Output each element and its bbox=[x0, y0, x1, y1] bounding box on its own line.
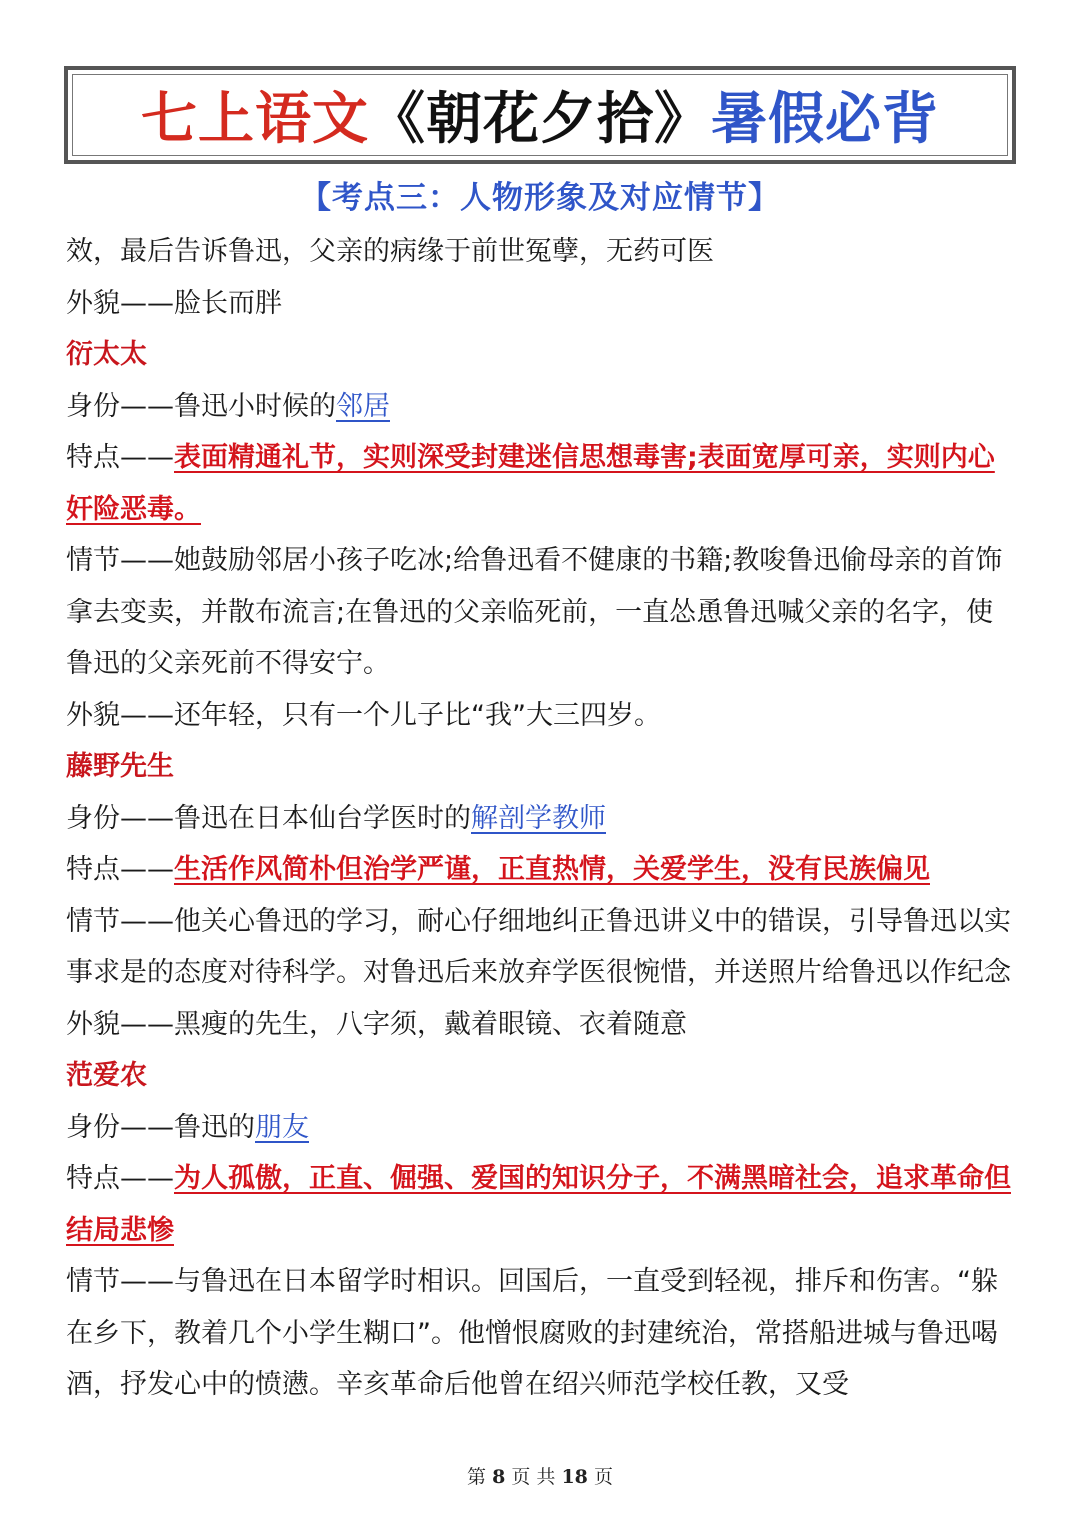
trait-value: 表面精通礼节，实则深受封建迷信思想毒害;表面宽厚可亲，实则内心奸险恶毒。 bbox=[66, 442, 995, 525]
title-part-subject: 七上语文 bbox=[141, 86, 369, 152]
character-heading: 藤野先生 bbox=[66, 751, 174, 782]
document-body bbox=[66, 226, 1016, 1411]
appearance-line: 外貌——还年轻，只有一个儿子比“我”大三四岁。 bbox=[66, 699, 661, 731]
identity-value: 邻居 bbox=[336, 390, 390, 422]
identity-value: 朋友 bbox=[255, 1111, 309, 1143]
trait-prefix: 特点—— bbox=[66, 442, 174, 473]
title-part-task: 暑假必背 bbox=[711, 86, 939, 152]
plot-paragraph: 情节——与鲁迅在日本留学时相识。回国后，一直受到轻视，排斥和伤害。“躲在乡下，教着几个小学生糊口”。他憎恨腐败的封建统治，常搭船进城与鲁迅喝酒，抒发心中的愤懑。辛亥革命后他曾在绍兴师范学校任教，又受 bbox=[66, 1266, 998, 1400]
identity-prefix: 身份——鲁迅的 bbox=[66, 1111, 255, 1143]
appearance-line: 外貌——黑瘦的先生，八字须，戴着眼镜、衣着随意 bbox=[66, 1008, 687, 1040]
identity-prefix: 身份——鲁迅在日本仙台学医时的 bbox=[66, 802, 471, 834]
total-page-number: 18 bbox=[561, 1466, 588, 1488]
trait-line bbox=[66, 844, 1016, 896]
trait-line bbox=[66, 1153, 1016, 1256]
identity-prefix: 身份——鲁迅小时候的 bbox=[66, 390, 336, 422]
trait-value: 为人孤傲，正直、倔强、爱国的知识分子，不满黑暗社会，追求革命但结局悲惨 bbox=[66, 1163, 1011, 1246]
plot-paragraph: 情节——她鼓励邻居小孩子吃冰;给鲁迅看不健康的书籍;教唆鲁迅偷母亲的首饰拿去变卖，并散布流言;在鲁迅的父亲临死前，一直怂恿鲁迅喊父亲的名字，使鲁迅的父亲死前不得安宁。 bbox=[66, 545, 1003, 679]
footer-mid: 页 共 bbox=[511, 1466, 556, 1488]
trait-line bbox=[66, 432, 1016, 535]
text-line: 效，最后告诉鲁迅，父亲的病缘于前世冤孽，无药可医 bbox=[66, 236, 714, 267]
text-line: 外貌——脸长而胖 bbox=[66, 287, 282, 319]
footer-post: 页 bbox=[593, 1466, 613, 1488]
footer-pre: 第 bbox=[467, 1466, 487, 1488]
identity-value: 解剖学教师 bbox=[471, 802, 606, 834]
page-title bbox=[141, 75, 939, 155]
trait-prefix: 特点—— bbox=[66, 854, 174, 885]
title-frame bbox=[64, 66, 1016, 164]
identity-line bbox=[66, 381, 1016, 433]
trait-prefix: 特点—— bbox=[66, 1163, 174, 1194]
plot-paragraph: 情节——他关心鲁迅的学习，耐心仔细地纠正鲁迅讲义中的错误，引导鲁迅以实事求是的态度对待科学。对鲁迅后来放弃学医很惋惜，并送照片给鲁迅以作纪念 bbox=[66, 905, 1011, 988]
trait-value: 生活作风简朴但治学严谨，正直热情，关爱学生，没有民族偏见 bbox=[174, 854, 930, 885]
current-page-number: 8 bbox=[492, 1466, 506, 1488]
character-heading: 范爱农 bbox=[66, 1060, 147, 1091]
section-heading: 【考点三：人物形象及对应情节】 bbox=[300, 180, 780, 216]
identity-line bbox=[66, 793, 1016, 845]
title-part-book: 《朝花夕拾》 bbox=[369, 86, 711, 152]
page-footer bbox=[0, 1462, 1080, 1489]
identity-line bbox=[66, 1102, 1016, 1154]
character-heading: 衍太太 bbox=[66, 339, 147, 370]
